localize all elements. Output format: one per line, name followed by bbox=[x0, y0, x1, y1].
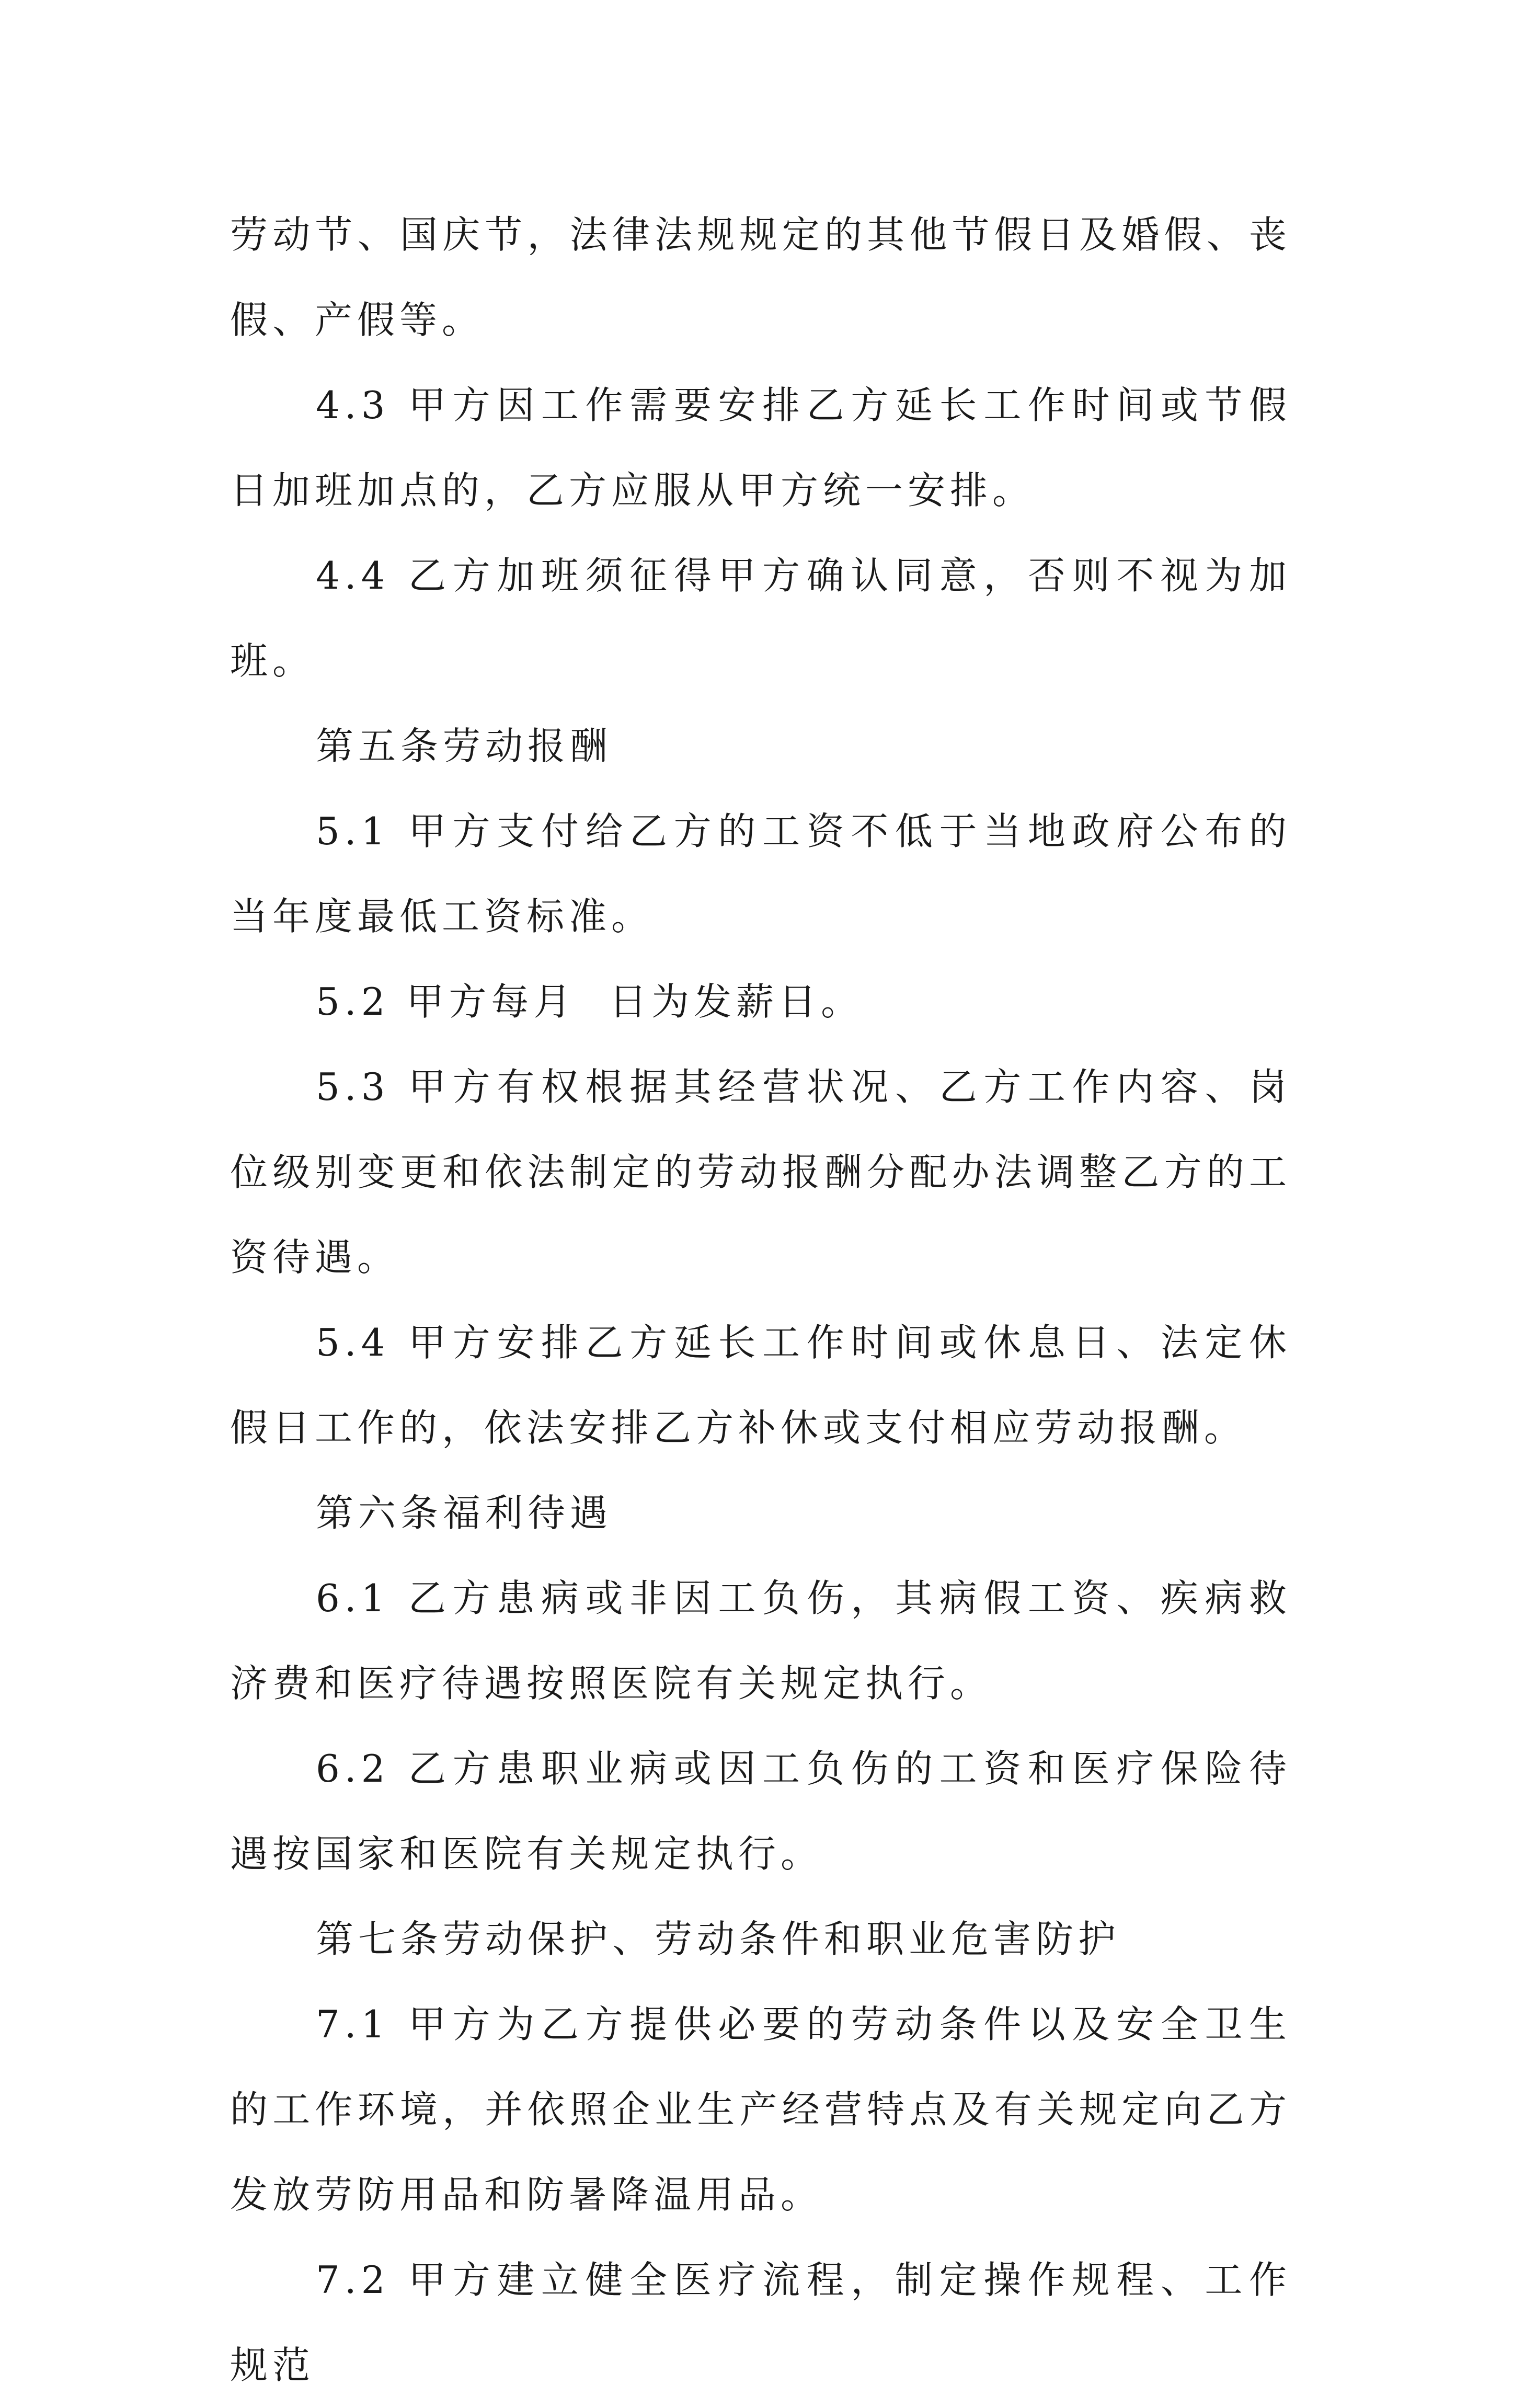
paragraph-7-1: 7.1 甲方为乙方提供必要的劳动条件以及安全卫生的工作环境，并依照企业生产经营特点及有关规定向乙方发放劳防用品和防暑降温用品。 bbox=[230, 2002, 1291, 2217]
paragraph-7-2: 7.2 甲方建立健全医疗流程，制定操作规程、工作规范 bbox=[230, 2258, 1291, 2387]
document-body bbox=[230, 192, 1291, 2408]
paragraph-6-1: 6.1 乙方患病或非因工负伤，其病假工资、疾病救济费和医疗待遇按照医院有关规定执行。 bbox=[230, 1576, 1291, 1705]
paragraph-5-2: 5.2 甲方每月 日为发薪日。 bbox=[316, 980, 864, 1024]
heading-article-5: 第五条劳动报酬 bbox=[316, 724, 613, 768]
paragraph-5-1: 5.1 甲方支付给乙方的工资不低于当地政府公布的当年度最低工资标准。 bbox=[230, 809, 1291, 938]
heading-article-6: 第六条福利待遇 bbox=[316, 1491, 613, 1535]
paragraph-5-4: 5.4 甲方安排乙方延长工作时间或休息日、法定休假日工作的，依法安排乙方补休或支付相应劳动报酬。 bbox=[230, 1321, 1291, 1450]
heading-article-7: 第七条劳动保护、劳动条件和职业危害防护 bbox=[316, 1917, 1121, 1961]
paragraph-4-4: 4.4 乙方加班须征得甲方确认同意，否则不视为加班。 bbox=[230, 554, 1291, 683]
paragraph-4-3: 4.3 甲方因工作需要安排乙方延长工作时间或节假日加班加点的，乙方应服从甲方统一安排。 bbox=[230, 383, 1291, 512]
paragraph-holiday-list: 劳动节、国庆节，法律法规规定的其他节假日及婚假、丧假、产假等。 bbox=[230, 213, 1291, 342]
paragraph-5-3: 5.3 甲方有权根据其经营状况、乙方工作内容、岗位级别变更和依法制定的劳动报酬分配办法调整乙方的工资待遇。 bbox=[230, 1065, 1291, 1279]
paragraph-6-2: 6.2 乙方患职业病或因工负伤的工资和医疗保险待遇按国家和医院有关规定执行。 bbox=[230, 1747, 1291, 1876]
